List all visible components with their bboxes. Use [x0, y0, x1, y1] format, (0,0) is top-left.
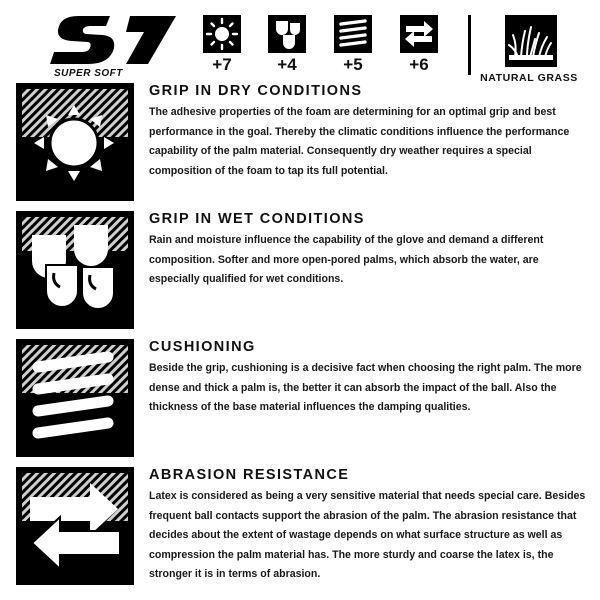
header-divider [468, 15, 471, 75]
section-text: Beside the grip, cushioning is a decisive fact when choosing the right palm. The more dense and thick a palm is, the better it can absorb the impact of the ball. Also the thickness of the base material influences the damping qualities. [149, 362, 582, 413]
arrows-icon [16, 467, 134, 585]
spring-icon [16, 339, 134, 457]
rating-cushioning [334, 15, 372, 75]
section-title: CUSHIONING [149, 339, 256, 355]
rating-value: +6 [409, 55, 429, 74]
rating-value: +5 [343, 55, 363, 74]
sun-icon [16, 83, 134, 201]
rating-abrasion [400, 15, 438, 75]
rating-dry [203, 15, 241, 75]
surface-label: NATURAL GRASS [480, 72, 578, 84]
rating-value: +7 [212, 55, 232, 74]
water-drops-icon [16, 211, 134, 329]
section-text: Latex is considered as being a very sensitive material that needs special care. Besides frequent ball contacts support the abrasion of the palm. The abrasion resistance that decides about the extent of wastage depends on what surface structure as well as compression the palm material has. The more sturdy and coarse the latex is, the stronger it is in terms of abrasion. [149, 490, 586, 580]
s1-logo-mark [48, 10, 188, 68]
rating-value: +4 [277, 55, 297, 74]
spring-icon [334, 15, 372, 53]
section-text: The adhesive properties of the foam are determining for an optimal grip and best performance in the goal. Thereby the climatic conditions influence the performance capability of the palm material. Consequently dry weather requires a special composition of the foam to tap its full potential. [149, 106, 570, 177]
rating-wet [268, 15, 306, 75]
water-drops-icon [268, 15, 306, 53]
section-title: ABRASION RESISTANCE [149, 467, 350, 483]
logo-subtitle: SUPER SOFT [54, 68, 123, 79]
section-text: Rain and moisture influence the capability of the glove and demand a different composition. Softer and more open-pored palms, which absorb the water, are especially qualified for wet conditions. [149, 234, 544, 285]
s1-logo [48, 10, 188, 78]
sun-icon [203, 15, 241, 53]
grass-icon [505, 15, 557, 67]
section-title: GRIP IN DRY CONDITIONS [149, 83, 363, 99]
section-title: GRIP IN WET CONDITIONS [149, 211, 365, 227]
arrows-icon [400, 15, 438, 53]
